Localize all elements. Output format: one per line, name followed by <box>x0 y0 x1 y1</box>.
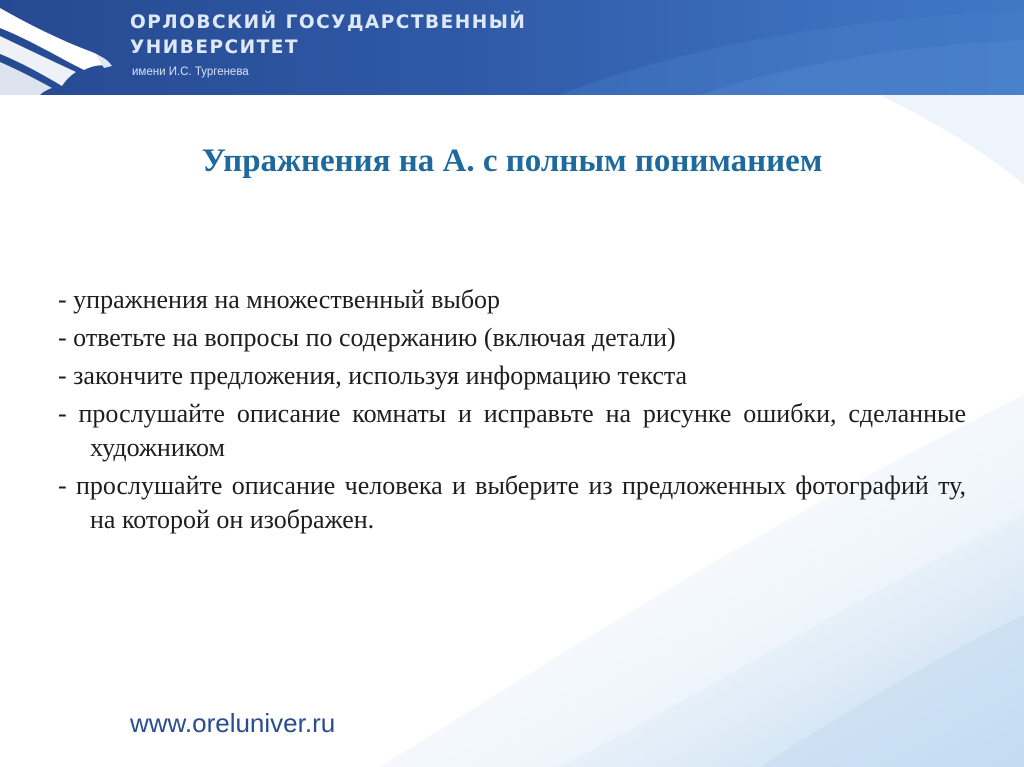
list-item: - прослушайте описание комнаты и исправьте на рисунке ошибки, сделанные художником <box>58 399 966 462</box>
list-item: - ответьте на вопросы по содержанию (включая детали) <box>58 323 676 352</box>
list-item: - прослушайте описание человека и выберите из предложенных фотографий ту, на которой он изображен. <box>58 471 966 534</box>
footer-url: www.oreluniver.ru <box>130 708 336 738</box>
list-item: - упражнения на множественный выбор <box>58 285 501 314</box>
header-band <box>0 0 1024 95</box>
bird-wing-logo-icon <box>0 0 118 95</box>
exercise-list <box>58 283 966 541</box>
university-name-line1: ОРЛОВСКИЙ ГОСУДАРСТВЕННЫЙ <box>130 12 527 33</box>
slide-title: Упражнения на А. с полным пониманием <box>201 143 823 179</box>
list-item: - закончите предложения, используя информацию текста <box>58 361 688 390</box>
university-name-line2: УНИВЕРСИТЕТ <box>130 37 299 58</box>
university-name <box>130 10 526 60</box>
university-subtitle: имени И.С. Тургенева <box>132 66 249 78</box>
